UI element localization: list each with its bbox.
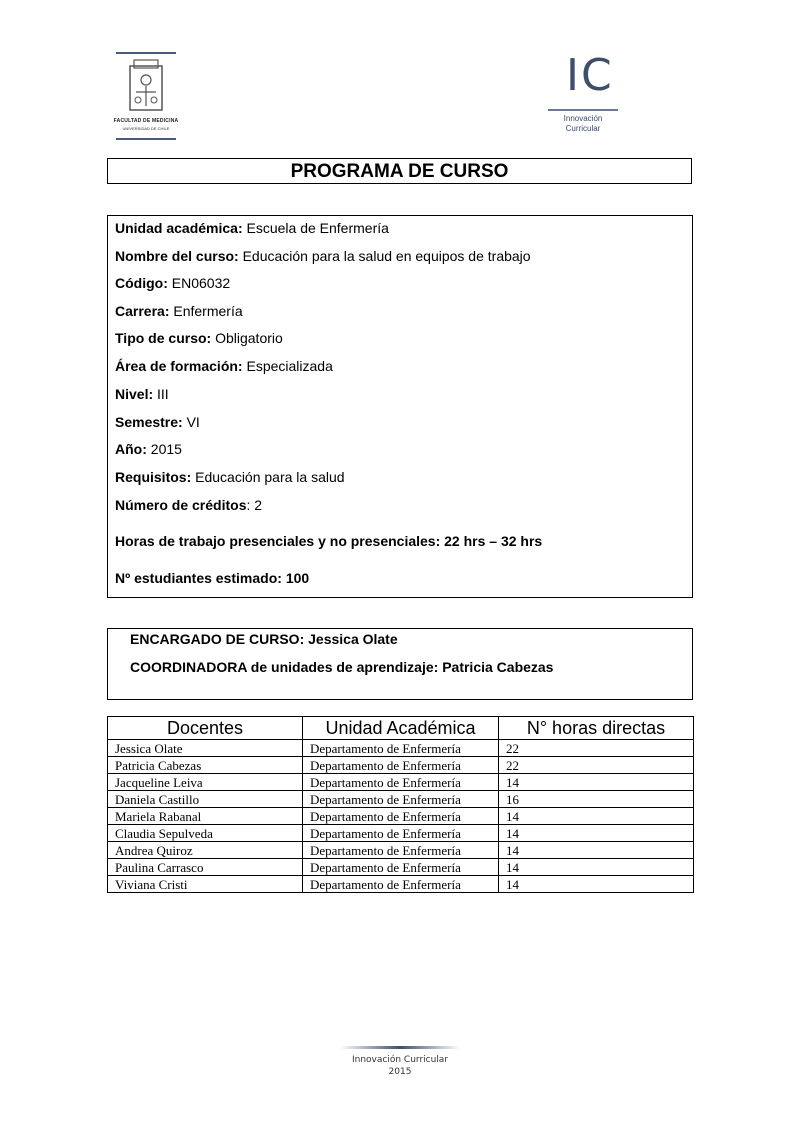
table-header-row xyxy=(108,717,694,740)
info-creditos: Número de créditos: 2 xyxy=(115,497,263,513)
footer-rule xyxy=(340,1046,460,1049)
teacher-name: Mariela Rabanal xyxy=(108,808,303,825)
info-horas: Horas de trabajo presenciales y no presenciales: 22 hrs – 32 hrs xyxy=(115,533,543,549)
info-area: Área de formación: Especializada xyxy=(115,358,333,374)
info-estudiantes: Nº estudiantes estimado: 100 xyxy=(115,570,310,586)
header-docentes: Docentes xyxy=(108,717,303,740)
teacher-hours: 14 xyxy=(499,859,694,876)
teacher-hours: 14 xyxy=(499,825,694,842)
teacher-name: Viviana Cristi xyxy=(108,876,303,893)
info-nivel: Nivel: III xyxy=(115,386,169,402)
info-unidad: Unidad académica: Escuela de Enfermería xyxy=(115,220,389,236)
teacher-hours: 14 xyxy=(499,842,694,859)
table-row xyxy=(108,825,694,842)
faculty-name: FACULTAD DE MEDICINA xyxy=(113,118,179,124)
info-carrera: Carrera: Enfermería xyxy=(115,303,243,319)
ic-mark: IC xyxy=(566,50,614,101)
teacher-unit: Departamento de Enfermería xyxy=(303,774,499,791)
teacher-hours: 22 xyxy=(499,757,694,774)
teachers-table xyxy=(107,716,694,893)
teacher-unit: Departamento de Enfermería xyxy=(303,757,499,774)
table-row xyxy=(108,808,694,825)
teacher-hours: 14 xyxy=(499,876,694,893)
teacher-unit: Departamento de Enfermería xyxy=(303,859,499,876)
teacher-hours: 16 xyxy=(499,791,694,808)
teacher-unit: Departamento de Enfermería xyxy=(303,808,499,825)
header-unidad: Unidad Académica xyxy=(303,717,499,740)
footer-year: 2015 xyxy=(388,1067,412,1077)
info-requisitos: Requisitos: Educación para la salud xyxy=(115,469,345,485)
info-codigo: Código: EN06032 xyxy=(115,275,231,291)
logo-top-rule xyxy=(116,52,176,54)
teacher-unit: Departamento de Enfermería xyxy=(303,791,499,808)
header-horas: N° horas directas xyxy=(499,717,694,740)
teacher-unit: Departamento de Enfermería xyxy=(303,825,499,842)
teacher-name: Paulina Carrasco xyxy=(108,859,303,876)
table-row xyxy=(108,757,694,774)
university-seal-icon xyxy=(124,58,168,114)
footer-brand: Innovación Curricular xyxy=(351,1055,449,1065)
info-tipo: Tipo de curso: Obligatorio xyxy=(115,330,283,346)
table-row xyxy=(108,774,694,791)
teacher-unit: Departamento de Enfermería xyxy=(303,876,499,893)
teacher-name: Jessica Olate xyxy=(108,740,303,757)
page-title: PROGRAMA DE CURSO xyxy=(107,158,692,184)
teacher-unit: Departamento de Enfermería xyxy=(303,740,499,757)
teacher-name: Andrea Quiroz xyxy=(108,842,303,859)
ic-logo-text: Innovación Curricular xyxy=(563,114,603,133)
university-name: UNIVERSIDAD DE CHILE xyxy=(122,126,170,131)
table-row xyxy=(108,791,694,808)
teacher-hours: 14 xyxy=(499,808,694,825)
teacher-name: Daniela Castillo xyxy=(108,791,303,808)
teacher-hours: 14 xyxy=(499,774,694,791)
innovacion-curricular-logo xyxy=(548,50,618,135)
table-row xyxy=(108,842,694,859)
teacher-name: Jacqueline Leiva xyxy=(108,774,303,791)
coordinadora-line: COORDINADORA de unidades de aprendizaje: Patricia Cabezas xyxy=(130,659,554,675)
teacher-name: Claudia Sepulveda xyxy=(108,825,303,842)
teacher-name: Patricia Cabezas xyxy=(108,757,303,774)
teacher-hours: 22 xyxy=(499,740,694,757)
staff-box xyxy=(107,628,693,700)
page-footer xyxy=(340,1046,460,1077)
teacher-unit: Departamento de Enfermería xyxy=(303,842,499,859)
table-row xyxy=(108,740,694,757)
table-row xyxy=(108,876,694,893)
faculty-logo xyxy=(113,52,179,140)
table-row xyxy=(108,859,694,876)
course-info-box xyxy=(107,215,693,598)
info-nombre: Nombre del curso: Educación para la salud en equipos de trabajo xyxy=(115,248,531,264)
encargado-line: ENCARGADO DE CURSO: Jessica Olate xyxy=(130,631,398,647)
logo-bottom-rule xyxy=(116,138,176,140)
ic-logo-rule xyxy=(548,109,618,111)
info-ano: Año: 2015 xyxy=(115,441,182,457)
info-semestre: Semestre: VI xyxy=(115,414,200,430)
